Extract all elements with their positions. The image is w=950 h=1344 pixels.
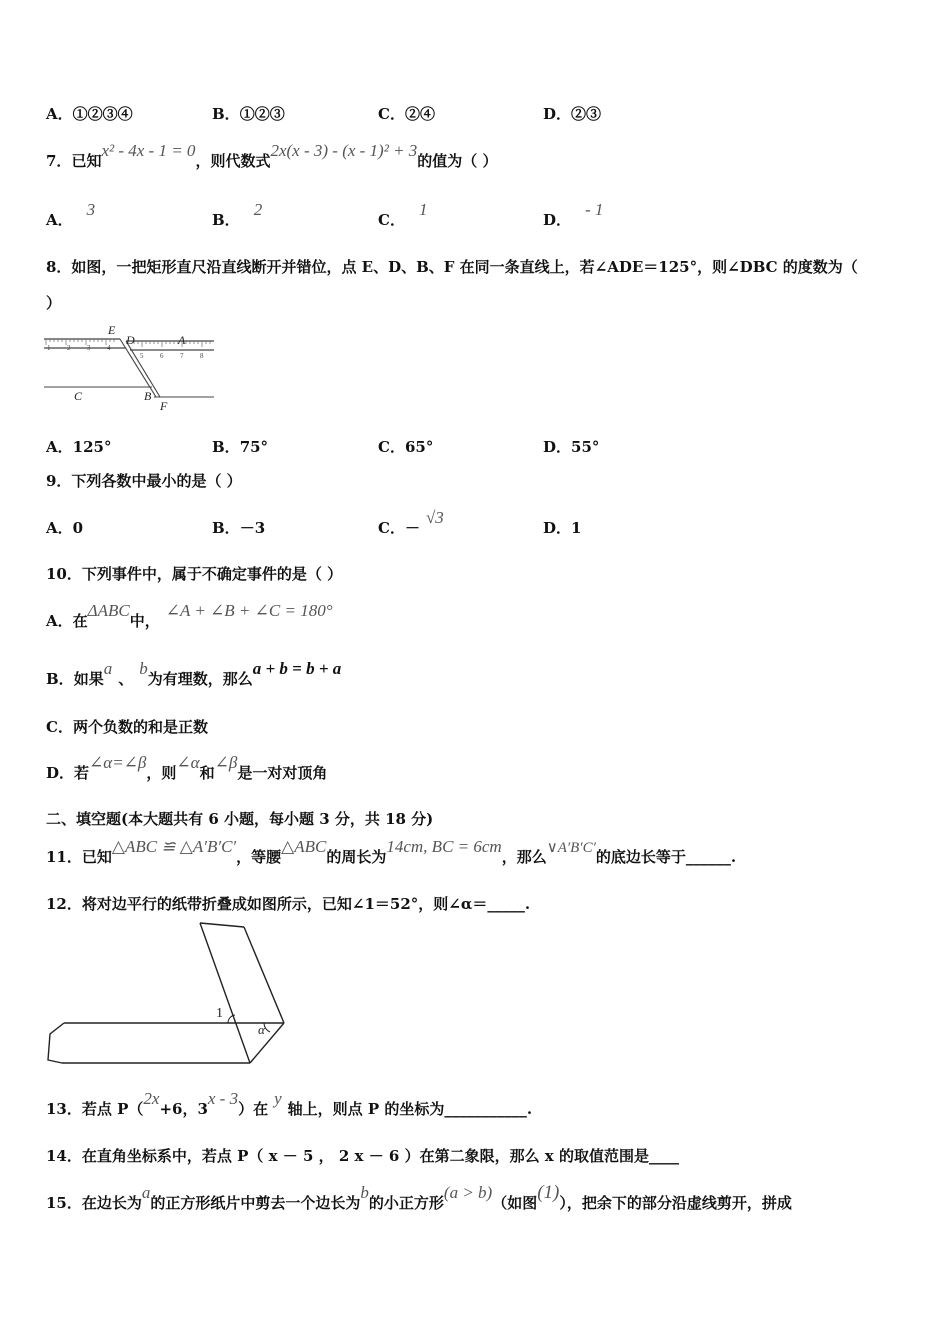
option-label: B． <box>46 670 74 688</box>
q11-text: 11．已知 <box>46 848 112 866</box>
option-label: A． <box>46 438 73 456</box>
option-text: 若 <box>74 764 90 782</box>
angle-alpha-arc <box>264 1023 270 1032</box>
ruler-left-tick-label: 3 <box>87 344 91 352</box>
ruler-left-tick-label: 4 <box>107 344 111 352</box>
q7-text-mid: ，则代数式 <box>195 152 271 170</box>
q6-option-c[interactable] <box>378 103 435 124</box>
option-text: 中， <box>129 612 160 630</box>
point-label-d: D <box>126 333 135 347</box>
option-text: － <box>404 519 420 537</box>
option-text: 两个负数的和是正数 <box>72 718 208 736</box>
q15-text: 的小正方形 <box>368 1194 444 1212</box>
q7-expression: 2x(x - 3) - (x - 1)² + 3 <box>270 141 418 160</box>
option-text: 、 <box>118 670 134 688</box>
q15-text: 15．在边长为 <box>46 1194 142 1212</box>
math-a: a <box>103 659 113 678</box>
option-text: 是一对对顶角 <box>237 764 328 782</box>
math-2x: 2x <box>143 1089 160 1108</box>
q9-option-b[interactable] <box>212 517 265 538</box>
option-label: C． <box>378 519 405 537</box>
q13-text: +6，3 <box>159 1100 208 1118</box>
q9-option-d[interactable] <box>543 517 581 538</box>
option-label: A． <box>46 519 73 537</box>
q13-stem <box>46 1089 533 1119</box>
ruler-right-tick-label: 8 <box>200 352 204 360</box>
q10-option-b[interactable] <box>46 659 342 689</box>
option-label: D． <box>543 211 572 229</box>
option-text: 125° <box>72 438 112 456</box>
q11-text: ，等腰 <box>236 848 282 866</box>
q9-option-c[interactable] <box>378 508 444 538</box>
question-number: 7． <box>46 152 72 170</box>
math-figure-1: (1) <box>537 1182 560 1203</box>
q12-stem: 12．将对边平行的纸带折叠成如图所示，已知∠1＝52°，则∠α＝_____. <box>46 895 531 913</box>
ruler-left-ticks <box>46 339 114 345</box>
fold-top-edge <box>200 923 244 927</box>
q11-text: 的周长为 <box>326 848 387 866</box>
q8-option-a[interactable] <box>46 436 111 457</box>
math-x-minus-3: x - 3 <box>207 1089 239 1108</box>
q8-stem-line2: ） <box>46 294 62 312</box>
option-label: D． <box>543 105 572 123</box>
option-label: A． <box>46 105 73 123</box>
q13-text: 轴上，则点 P 的坐标为___________. <box>287 1100 533 1118</box>
q8-option-b[interactable] <box>212 436 268 457</box>
option-value: 2 <box>253 200 263 219</box>
q7-option-b[interactable] <box>212 200 263 230</box>
option-label: C． <box>46 718 73 736</box>
option-text: 在 <box>72 612 88 630</box>
ruler-right-ticks <box>134 341 210 347</box>
ruler-left-tick-label: 1 <box>47 344 51 352</box>
option-text: ①②③④ <box>72 105 133 123</box>
math-triangle-prime: ∨A′B′C′ <box>546 840 596 856</box>
q10-option-d[interactable] <box>46 753 328 783</box>
q6-option-b[interactable] <box>212 103 285 124</box>
q9-option-a[interactable] <box>46 517 83 538</box>
math-b: b <box>139 659 148 678</box>
q7-stem <box>46 141 498 171</box>
option-text: 65° <box>404 438 434 456</box>
q12-paper-strip-figure <box>44 920 290 1070</box>
q9-stem: 9．下列各数中最小的是（ ） <box>46 472 242 490</box>
math-congruent: △ABC ≌ △A′B′C′ <box>111 837 237 856</box>
option-value: 1 <box>418 200 428 219</box>
q8-ruler-figure <box>44 320 220 414</box>
option-label: A． <box>46 211 73 229</box>
cut-line-right <box>126 341 160 397</box>
math-angle-alpha: ∠α <box>176 753 200 772</box>
math-triangle: △ABC <box>281 837 327 856</box>
option-text: 和 <box>199 764 215 782</box>
option-value: - 1 <box>585 200 604 219</box>
option-label: A． <box>46 612 73 630</box>
option-text: 1 <box>571 519 582 537</box>
option-text: ②④ <box>404 105 435 123</box>
point-label-e: E <box>108 323 116 337</box>
fold-right-edge <box>244 927 284 1023</box>
math-angle-equal: ∠α=∠β <box>89 753 147 772</box>
q15-text: （如图 <box>492 1194 538 1212</box>
sqrt3-math: √3 <box>425 508 444 527</box>
option-label: C． <box>378 105 405 123</box>
math-triangle: ΔABC <box>87 601 130 620</box>
point-label-f: F <box>160 399 168 413</box>
math-a-gt-b: (a > b) <box>443 1183 493 1202</box>
option-text: 0 <box>72 519 84 537</box>
option-label: D． <box>543 519 572 537</box>
q7-text-pre: 已知 <box>71 152 102 170</box>
option-value: 3 <box>86 200 96 219</box>
option-label: B． <box>212 211 240 229</box>
option-label: C． <box>378 211 405 229</box>
q6-option-a[interactable] <box>46 103 133 124</box>
option-label: C． <box>378 438 405 456</box>
q11-stem <box>46 837 737 867</box>
q11-text: 的底边长等于______. <box>595 848 737 866</box>
option-text: ①②③ <box>239 105 285 123</box>
option-label: B． <box>212 105 240 123</box>
math-angle-beta: ∠β <box>214 753 238 772</box>
angle-label-alpha: α <box>258 1022 265 1037</box>
option-label: B． <box>212 519 240 537</box>
option-text: ，则 <box>146 764 177 782</box>
q8-option-c[interactable] <box>378 436 433 457</box>
point-label-b: B <box>144 389 152 403</box>
option-text: 55° <box>571 438 600 456</box>
q8-option-d[interactable] <box>543 436 599 457</box>
section-title: 二、填空题(本大题共有 6 小题，每小题 3 分，共 18 分) <box>46 810 434 828</box>
q13-text: ）在 <box>238 1100 269 1118</box>
strip-left-end <box>48 1023 64 1063</box>
q15-text: 的正方形纸片中剪去一个边长为 <box>150 1194 361 1212</box>
q7-equation: x² - 4x - 1 = 0 <box>101 141 196 160</box>
fold-left-edge <box>200 923 250 1063</box>
option-text: ②③ <box>571 105 602 123</box>
math-y: y <box>274 1089 282 1108</box>
q14-stem: 14．在直角坐标系中，若点 P（ x － 5 ， 2 x － 6 ）在第二象限，那么 x 的取值范围是____ <box>46 1147 679 1165</box>
q10-stem: 10．下列事件中，属于不确定事件的是（ ） <box>46 565 343 583</box>
ruler-right-tick-label: 7 <box>180 352 184 360</box>
option-text: 为有理数，那么 <box>147 670 253 688</box>
option-label: D． <box>543 438 572 456</box>
option-text: 75° <box>239 438 269 456</box>
q15-stem <box>46 1182 792 1214</box>
q10-option-c[interactable] <box>46 716 208 737</box>
ruler-right-tick-label: 6 <box>160 352 164 360</box>
q6-option-d[interactable] <box>543 103 601 124</box>
math-commutative: a + b = b + a <box>252 659 342 678</box>
angle-label-1: 1 <box>216 1006 223 1021</box>
q11-text: ，那么 <box>501 848 547 866</box>
option-label: B． <box>212 438 240 456</box>
point-label-c: C <box>74 389 83 403</box>
math-lengths: 14cm, BC = 6cm <box>386 837 502 856</box>
q7-option-c[interactable] <box>378 200 428 230</box>
option-text: 如果 <box>73 670 104 688</box>
q10-option-a[interactable] <box>46 601 333 631</box>
point-label-a: A <box>178 333 186 347</box>
q7-option-a[interactable] <box>46 200 96 230</box>
math-angle-sum: ∠A + ∠B + ∠C = 180° <box>165 601 333 620</box>
q7-option-d[interactable] <box>543 200 604 230</box>
option-text: －3 <box>239 519 266 537</box>
ruler-left-tick-label: 2 <box>67 344 71 352</box>
q13-text: 13．若点 P（ <box>46 1100 144 1118</box>
q8-stem-line1: 8．如图，一把矩形直尺沿直线断开并错位，点 E、D、B、F 在同一条直线上，若∠ADE＝125°，则∠DBC 的度数为（ <box>46 258 858 276</box>
fold-crease <box>250 1023 284 1063</box>
q7-text-post: 的值为（ ） <box>417 152 498 170</box>
option-label: D． <box>46 764 75 782</box>
math-b: b <box>360 1183 369 1202</box>
q15-text: ），把余下的部分沿虚线剪开，拼成 <box>559 1194 792 1212</box>
math-a: a <box>141 1183 151 1202</box>
ruler-right-tick-label: 5 <box>140 352 144 360</box>
